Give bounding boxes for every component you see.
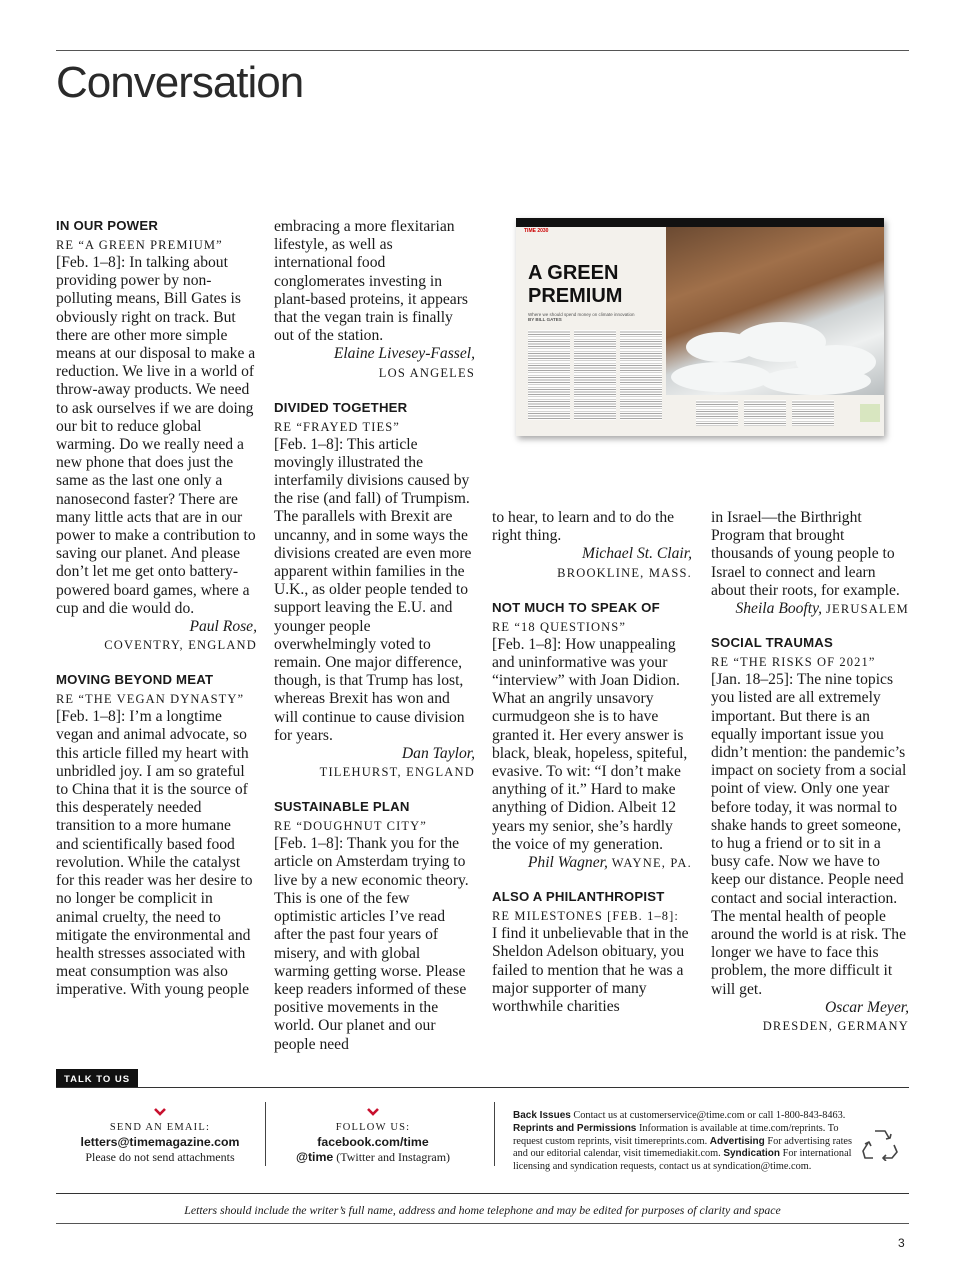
letter-reference: RE “DOUGHNUT CITY” [274, 819, 427, 834]
email-address-link[interactable]: letters@timemagazine.com [80, 1135, 240, 1149]
column-4 [711, 509, 909, 1036]
back-issues-text: Contact us at customerservice@time.com or call 1-800-843-8463. [573, 1110, 846, 1121]
follow-label: FOLLOW US: [335, 1122, 411, 1133]
divider [265, 1102, 266, 1166]
info-block [513, 1110, 853, 1174]
letter-reference: RE “A GREEN PREMIUM” [56, 238, 223, 252]
page-number: 3 [898, 1236, 905, 1250]
letter-author: Michael St. Clair, [581, 545, 692, 563]
letter-signature [711, 600, 909, 618]
letter-author: Phil Wagner, [527, 854, 608, 872]
letter-body-continued: embracing a more flexitarian lifestyle, as well as international food conglomerates investing in plant-based proteins, it appears that the vegan train is finally out of the station. [274, 218, 468, 345]
letter-heading: MOVING BEYOND MEAT [56, 672, 214, 688]
bottom-rule [56, 1223, 909, 1224]
letter-body: [Feb. 1–8]: In talking about providing power by non-polluting means, Bill Gates is obviously right on track. But there are other more simple means at our disposal to make a reduction. We live in a world of throw-away products. We need to ask ourselves if we are doing our bit to reduce global warming. Do we really need a new phone that does just the same as the last one only a nanosecond faster? There are many little acts that are in our power to make a contribution to saving our planet. And please don’t let me get onto battery-powered board games, where a cup and die would do. [56, 254, 256, 617]
letter-author: Oscar Meyer, [824, 998, 909, 1016]
letter-reference: RE “THE VEGAN DYNASTY” [56, 692, 245, 707]
letter-body-continued: to hear, to learn and to do the right thing. [492, 509, 675, 545]
letter-body: [Feb. 1–8]: Thank you for the article on Amsterdam trying to live by a new economic theory. This is one of the few optimistic articles I’ve read after the past four years of misery, and with global warming getting worse. Please keep readers informed of these positive movements in the world. Our planet and our people need [274, 835, 469, 1053]
twitter-line [270, 1150, 476, 1165]
top-rule [56, 50, 909, 51]
letter-location: DRESDEN, GERMANY [762, 1019, 909, 1034]
follow-contact [270, 1107, 476, 1165]
column-2 [274, 218, 475, 1054]
advertising-text: For advertising rates and our editorial calendar, visit timemediakit.com. [513, 1135, 853, 1160]
letter-body: [Feb. 1–8]: How unappealing and uninformative was your “interview” with Joan Didion. What an angrily unsavory curmudgeon she is to have granted it. Her every answer is black, bleak, hopeless, spiteful, evasive. To wit: “I don’t make anything of it.” Hard to make anything of Didion. Albeit 12 years my senior, she’s hardly the voice of my generation. [492, 635, 688, 853]
footer-note: Letters should include the writer’s full name, address and home telephone and may be edited for purposes of clarity and space [184, 1203, 781, 1217]
syndication-label: Syndication [723, 1148, 781, 1160]
divider [494, 1102, 495, 1166]
talk-to-us-label: TALK TO US [56, 1069, 138, 1087]
letter-heading: SOCIAL TRAUMAS [711, 635, 833, 651]
letter-location: LOS ANGELES [378, 365, 475, 380]
spread-title: A GREEN PREMIUM [528, 262, 623, 307]
spread-subtitle: Where we should spend money on climate innovation BY BILL GATES [528, 312, 635, 322]
letter-heading: NOT MUCH TO SPEAK OF [492, 599, 660, 615]
letter-reference: RE “18 QUESTIONS” [492, 619, 626, 634]
column-3 [492, 509, 692, 1016]
reprints-text: Information is available at time.com/reprints. To request custom reprints, visit timereprints.com. [513, 1122, 839, 1147]
email-note: Please do not send attachments [85, 1150, 235, 1164]
twitter-handle-link[interactable]: @time [295, 1150, 334, 1164]
letter-author: Paul Rose, [189, 618, 257, 636]
letter-heading: SUSTAINABLE PLAN [274, 799, 410, 815]
letter-location: WAYNE, PA. [611, 856, 692, 871]
chevron-down-icon [153, 1107, 167, 1117]
letter-location: TILEHURST, ENGLAND [319, 765, 475, 780]
letter-author: Elaine Livesey-Fassel, [333, 345, 475, 363]
twitter-note: (Twitter and Instagram) [336, 1150, 451, 1164]
spread-tag: TIME 2030 [524, 228, 549, 234]
syndication-text: For international licensing and syndication requests, contact us at syndication@time.com. [513, 1148, 852, 1173]
letter-location: JERUSALEM [825, 602, 909, 617]
email-label: SEND AN EMAIL: [109, 1122, 211, 1133]
page-title: Conversation [56, 58, 304, 107]
letter-heading: DIVIDED TOGETHER [274, 399, 408, 415]
letter-location: COVENTRY, ENGLAND [104, 638, 257, 653]
letter-body-continued: in Israel—the Birthright Program that brought thousands of young people to Israel to connect and learn about their roots, for example. [711, 509, 900, 599]
letter-reference: RE “THE RISKS OF 2021” [711, 655, 876, 670]
letter-body: [Jan. 18–25]: The nine topics you listed are all extremely important. But there is an equally important issue you didn’t mention: the pandemic’s impact on society from a social point of view. Only one year before today, it was normal to shake hands to greet someone, to hug a friend or to sit in a busy cafe. Now we have to keep our distance. People need contact and social interaction. The mental health of people around the world is at risk. The longer we have to face this problem, the more difficult it will get. [711, 671, 907, 998]
letter-signature [492, 854, 692, 872]
letter-reference: RE “FRAYED TIES” [274, 419, 400, 434]
column-1 [56, 218, 257, 1000]
advertising-label: Advertising [709, 1135, 765, 1147]
email-contact [60, 1107, 260, 1165]
letter-reference: RE MILESTONES [FEB. 1–8]: [492, 909, 679, 924]
talk-rule-bottom [56, 1193, 909, 1194]
letter-author: Dan Taylor, [401, 745, 475, 763]
letter-body: [Feb. 1–8]: I’m a longtime vegan and animal advocate, so this article filled my heart with unbridled joy. I am so grateful to China that it is the source of this desperately needed transition to a more humane and scientifically based food revolution. While the catalyst for this reader was her desire to no longer be complicit in animal cruelty, the need to mitigate the environmental and health stresses associated with meat consumption was also imperative. With young people [56, 708, 253, 999]
letter-body: [Feb. 1–8]: This article movingly illustrated the interfamily divisions caused by the rise (and fall) of Trumpism. The parallels with Brexit are uncanny, and in some ways the divisions created are even more apparent within families in the U.K., as older people tended to support leaving the E.U. and younger people overwhelmingly voted to remain. One major difference, though, is that Trump has lost, whereas Brexit has won and will continue to cause division for years. [274, 435, 472, 744]
letter-body: I find it unbelievable that in the Sheldon Adelson obituary, you failed to mention that he was a major supporter of many worthwhile charities [492, 925, 689, 1016]
letter-author: Sheila Boofty, [735, 600, 823, 618]
letter-heading: IN OUR POWER [56, 218, 159, 233]
reprints-label: Reprints and Permissions [513, 1122, 637, 1134]
back-issues-label: Back Issues [513, 1110, 571, 1121]
facebook-link[interactable]: facebook.com/time [317, 1135, 429, 1149]
letter-location: BROOKLINE, MASS. [557, 565, 692, 580]
recycle-icon [861, 1127, 899, 1161]
spread-photo [666, 227, 884, 395]
article-spread-thumbnail [516, 218, 884, 436]
talk-rule-top [56, 1087, 909, 1088]
letter-heading: ALSO A PHILANTHROPIST [492, 889, 665, 905]
chevron-down-icon [366, 1107, 380, 1117]
